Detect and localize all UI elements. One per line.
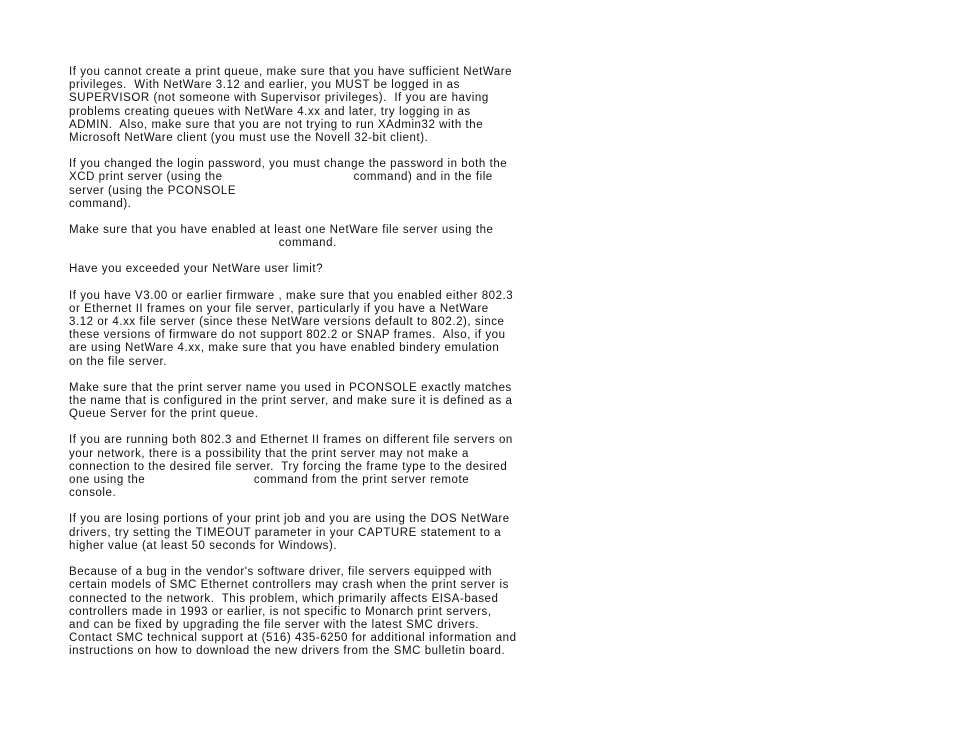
paragraph-file-server-enabled: Make sure that you have enabled at least one NetWare file server using the command. [69,224,494,250]
paragraph-frame-types: If you are running both 802.3 and Ethernet II frames on different file servers on your network, there is a possibility that the print server may not make a connection to the desired file server. Try forcing the frame type to the desired one using the command from the print server remote console. [69,434,513,500]
paragraph-queue-privileges: If you cannot create a print queue, make sure that you have sufficient NetWare privileges. With NetWare 3.12 and earlier, you MUST be logged in as SUPERVISOR (not someone with Supervisor privileges). If you are having problems creating queues with NetWare 4.xx and later, try logging in as ADMIN. Also, make sure that you are not trying to run XAdmin32 with the Microsoft NetWare client (you must use the Novell 32-bit client). [69,66,513,145]
paragraph-login-password: If you changed the login password, you must change the password in both the XCD print server (using the command) and in the file server (using the PCONSOLE command). [69,158,508,210]
troubleshooting-text [69,66,569,672]
paragraph-firmware-frames: If you have V3.00 or earlier firmware , make sure that you enabled either 802.3 or Ethernet II frames on your file server, particularly if you have a NetWare 3.12 or 4.xx file server (since these NetWare versions default to 802.2), since these versions of firmware do not support 802.2 or SNAP frames. Also, if you are using NetWare 4.xx, make sure that you have enabled bindery emulation on the file server. [69,289,514,368]
paragraph-user-limit: Have you exceeded your NetWare user limit? [69,263,324,276]
paragraph-timeout: If you are losing portions of your print job and you are using the DOS NetWare drivers, try setting the TIMEOUT parameter in your CAPTURE statement to a higher value (at least 50 seconds for Windows). [69,513,510,552]
paragraph-print-server-name: Make sure that the print server name you used in PCONSOLE exactly matches the name that is configured in the print server, and make sure it is defined as a Queue Server for the print queue. [69,381,513,421]
paragraph-smc-bug: Because of a bug in the vendor's software driver, file servers equipped with certain models of SMC Ethernet controllers may crash when the print server is connected to the network. This problem, which primarily affects EISA-based controllers made in 1993 or earlier, is not specific to Monarch print servers, and can be fixed by upgrading the file server with the latest SMC drivers. Contact SMC technical support at (516) 435-6250 for additional information and instructions on how to download the new drivers from the SMC bulletin board. [69,566,517,658]
